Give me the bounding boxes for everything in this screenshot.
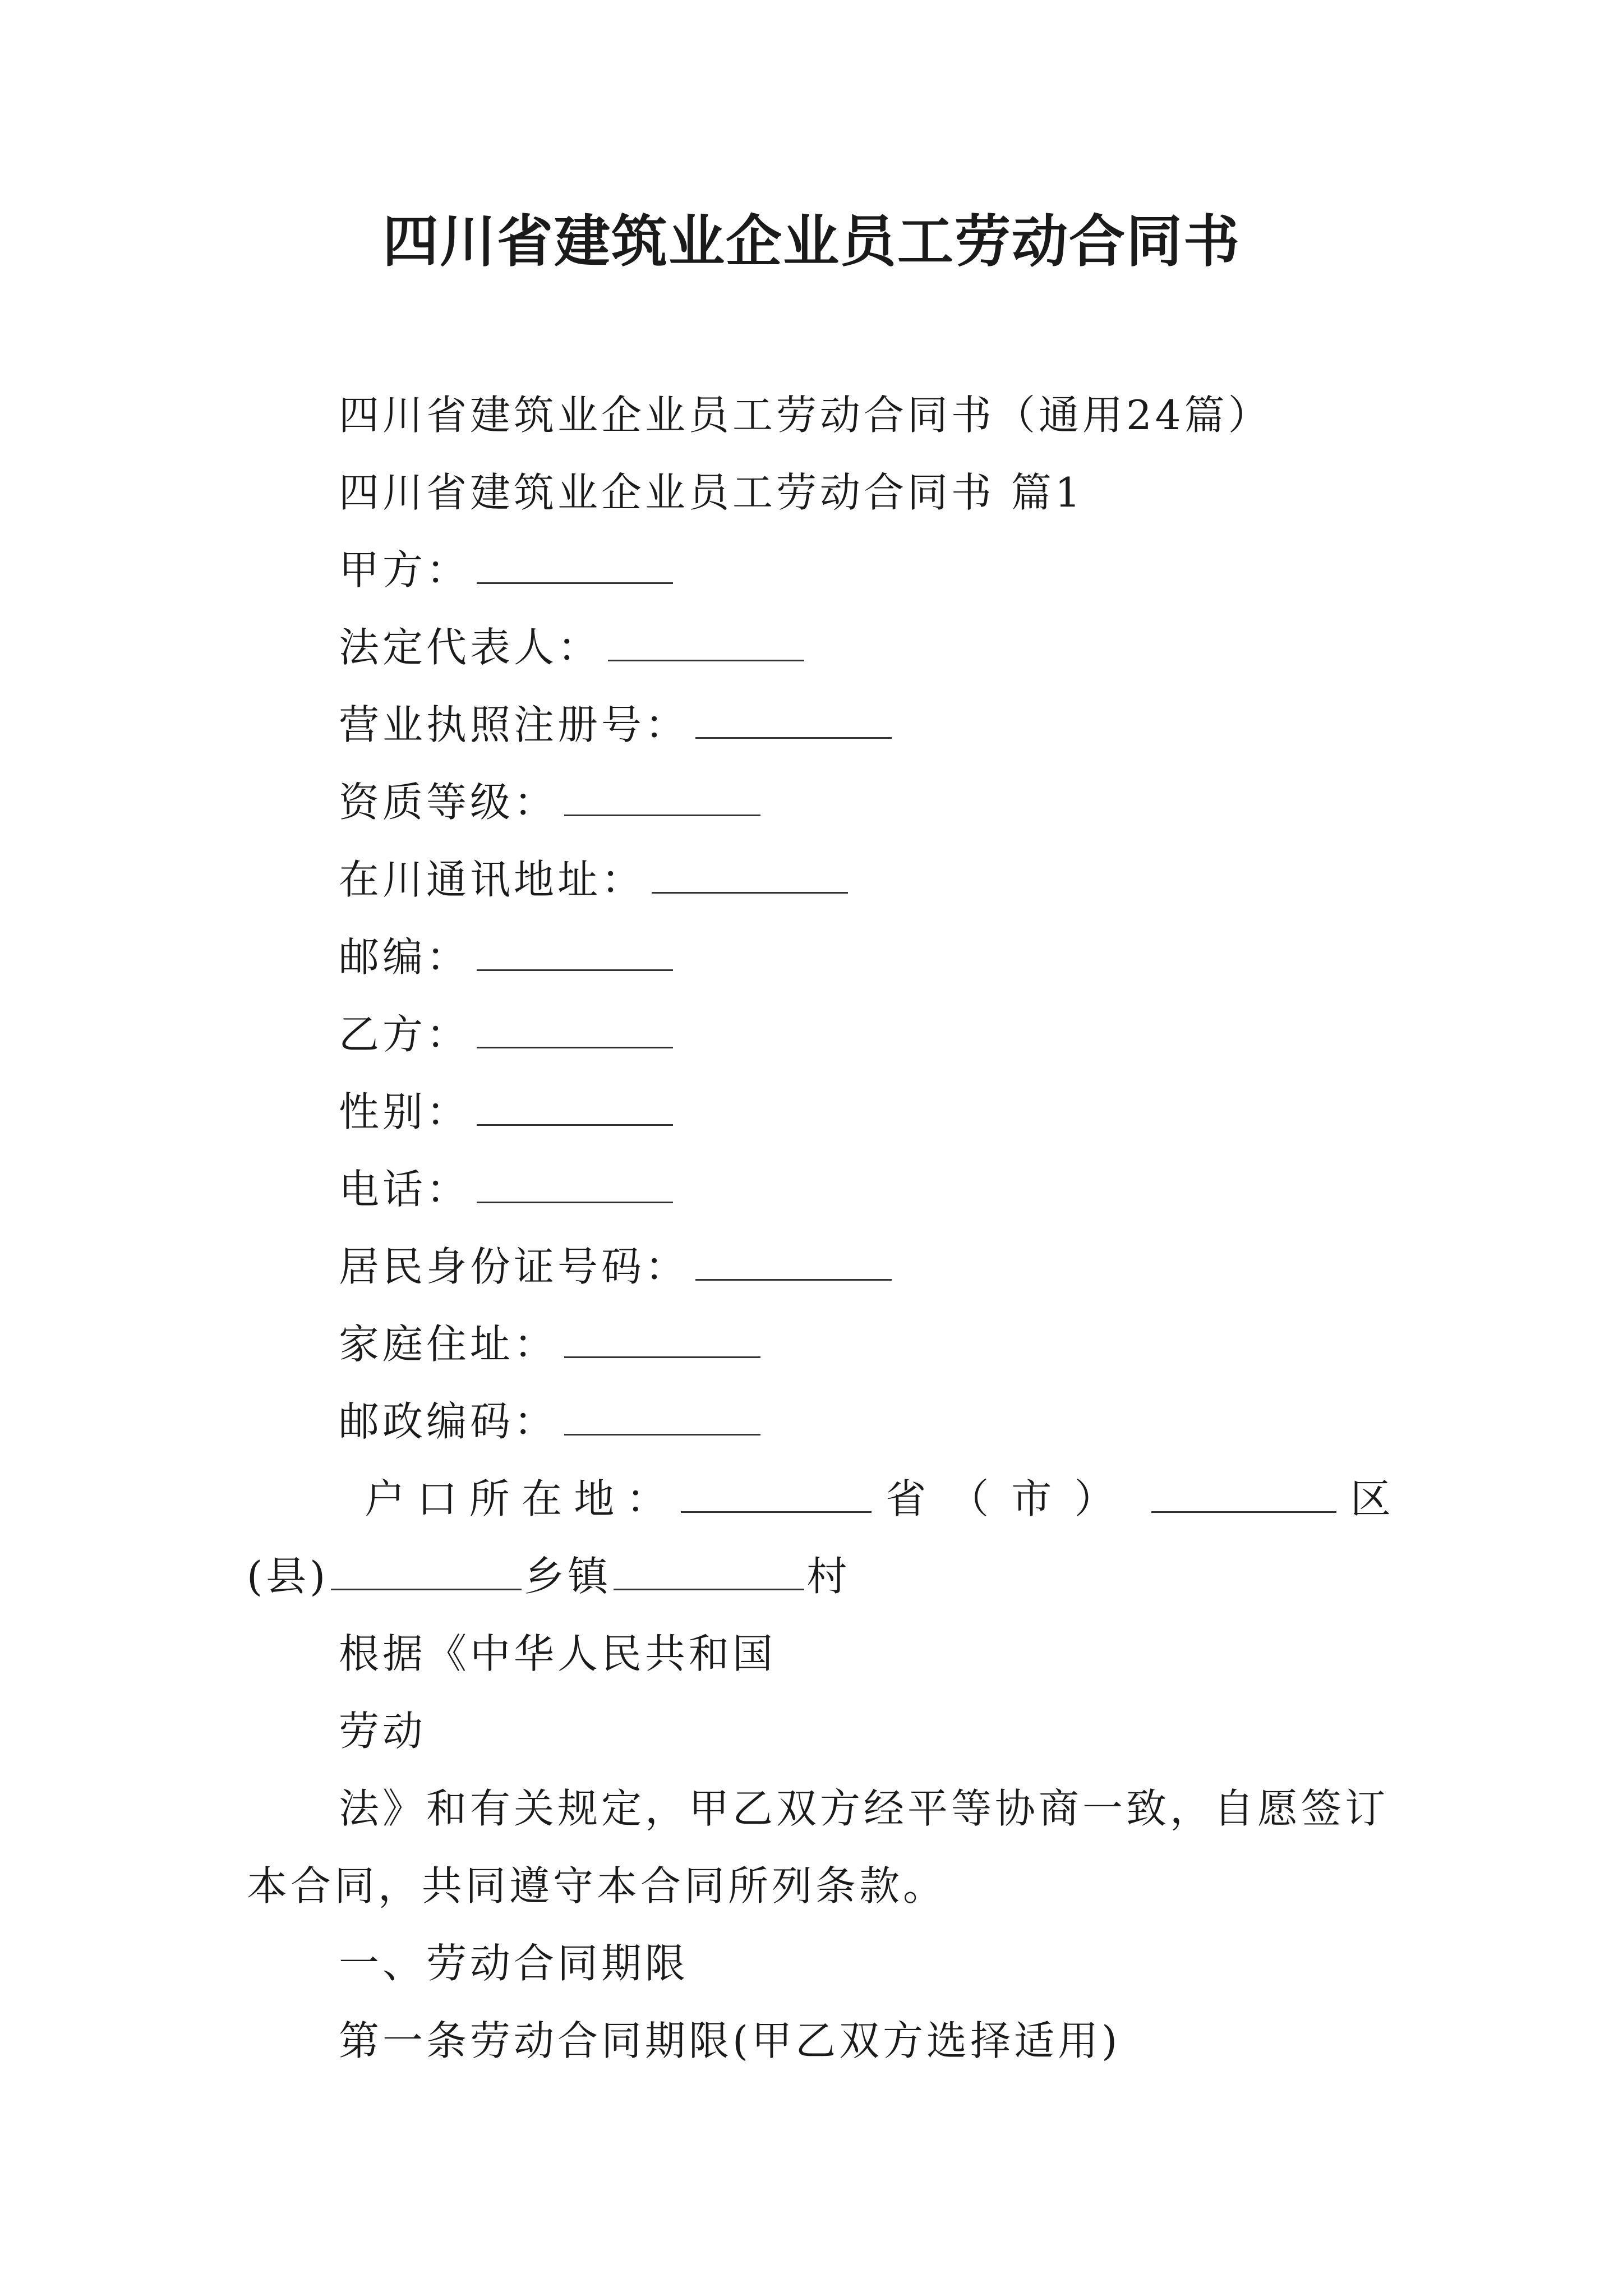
hukou-char: 在 [521, 1475, 562, 1522]
field-label: 乙方： [339, 1011, 471, 1058]
hukou-char: 户 [365, 1475, 405, 1522]
hukou-province: 省（市） [886, 1475, 1137, 1522]
field-business-license-no [339, 697, 892, 753]
fill-blank[interactable] [331, 1549, 522, 1590]
article-heading: 第一条劳动合同期限(甲乙双方选择适用) [339, 2017, 1121, 2064]
field-postal-code-b [339, 1393, 760, 1450]
field-id-number [339, 1239, 892, 1295]
field-label: 电话： [339, 1166, 471, 1213]
hukou-town: 乡镇 [524, 1553, 612, 1600]
field-gender [339, 1084, 673, 1140]
hukou-char: 所 [469, 1475, 510, 1522]
fill-blank[interactable] [477, 1162, 673, 1203]
field-label: 营业执照注册号： [339, 701, 689, 748]
field-label: 邮编： [339, 933, 471, 981]
fill-blank[interactable] [477, 930, 673, 971]
document-subtitle: 四川省建筑业企业员工劳动合同书（通用24篇） [339, 392, 1272, 439]
fill-blank[interactable] [681, 1472, 872, 1513]
field-label: 资质等级： [339, 779, 558, 826]
field-label: 邮政编码： [339, 1398, 558, 1445]
field-label: 甲方： [339, 546, 471, 593]
fill-blank[interactable] [614, 1549, 804, 1590]
field-qualification-grade [339, 774, 760, 830]
field-sichuan-address [339, 852, 848, 908]
fill-blank[interactable] [477, 1007, 673, 1048]
hukou-line-2 [247, 1548, 850, 1604]
fill-blank[interactable] [695, 1240, 892, 1281]
fill-blank[interactable] [477, 543, 673, 584]
field-label: 在川通讯地址： [339, 856, 645, 903]
body-text: 根据《中华人民共和国 [339, 1630, 777, 1677]
fill-blank[interactable] [695, 698, 892, 739]
fill-blank[interactable] [477, 1085, 673, 1126]
field-party-b [339, 1006, 673, 1062]
field-label: 性别： [339, 1088, 471, 1135]
fill-blank[interactable] [1151, 1472, 1336, 1513]
body-text: 法》和有关规定，甲乙双方经平等协商一致，自愿签订 [339, 1785, 1389, 1832]
field-phone [339, 1161, 673, 1217]
hukou-county: (县) [247, 1553, 329, 1600]
field-party-a [339, 542, 673, 598]
field-home-address [339, 1316, 760, 1372]
fill-blank[interactable] [608, 620, 804, 661]
fill-blank[interactable] [652, 853, 848, 894]
fill-blank[interactable] [564, 775, 760, 816]
section-heading: 一、劳动合同期限 [339, 1940, 689, 1987]
document-title: 四川省建筑业企业员工劳动合同书 [382, 208, 1241, 274]
part-heading: 四川省建筑业企业员工劳动合同书 篇1 [339, 469, 1084, 516]
field-legal-representative [339, 619, 804, 675]
hukou-village: 村 [806, 1553, 851, 1600]
field-postcode-a [339, 929, 673, 985]
body-text: 本合同，共同遵守本合同所列条款。 [247, 1862, 947, 1910]
hukou-char: 口 [417, 1475, 458, 1522]
hukou-char: ： [626, 1475, 667, 1522]
field-label: 法定代表人： [339, 624, 602, 671]
field-label: 居民身份证号码： [339, 1243, 689, 1290]
body-text: 劳动 [339, 1708, 427, 1755]
field-label: 家庭住址： [339, 1320, 558, 1368]
hukou-district: 区 [1350, 1475, 1391, 1522]
fill-blank[interactable] [564, 1317, 760, 1358]
hukou-line [365, 1471, 1391, 1527]
fill-blank[interactable] [564, 1395, 760, 1435]
hukou-char: 地 [574, 1475, 615, 1522]
